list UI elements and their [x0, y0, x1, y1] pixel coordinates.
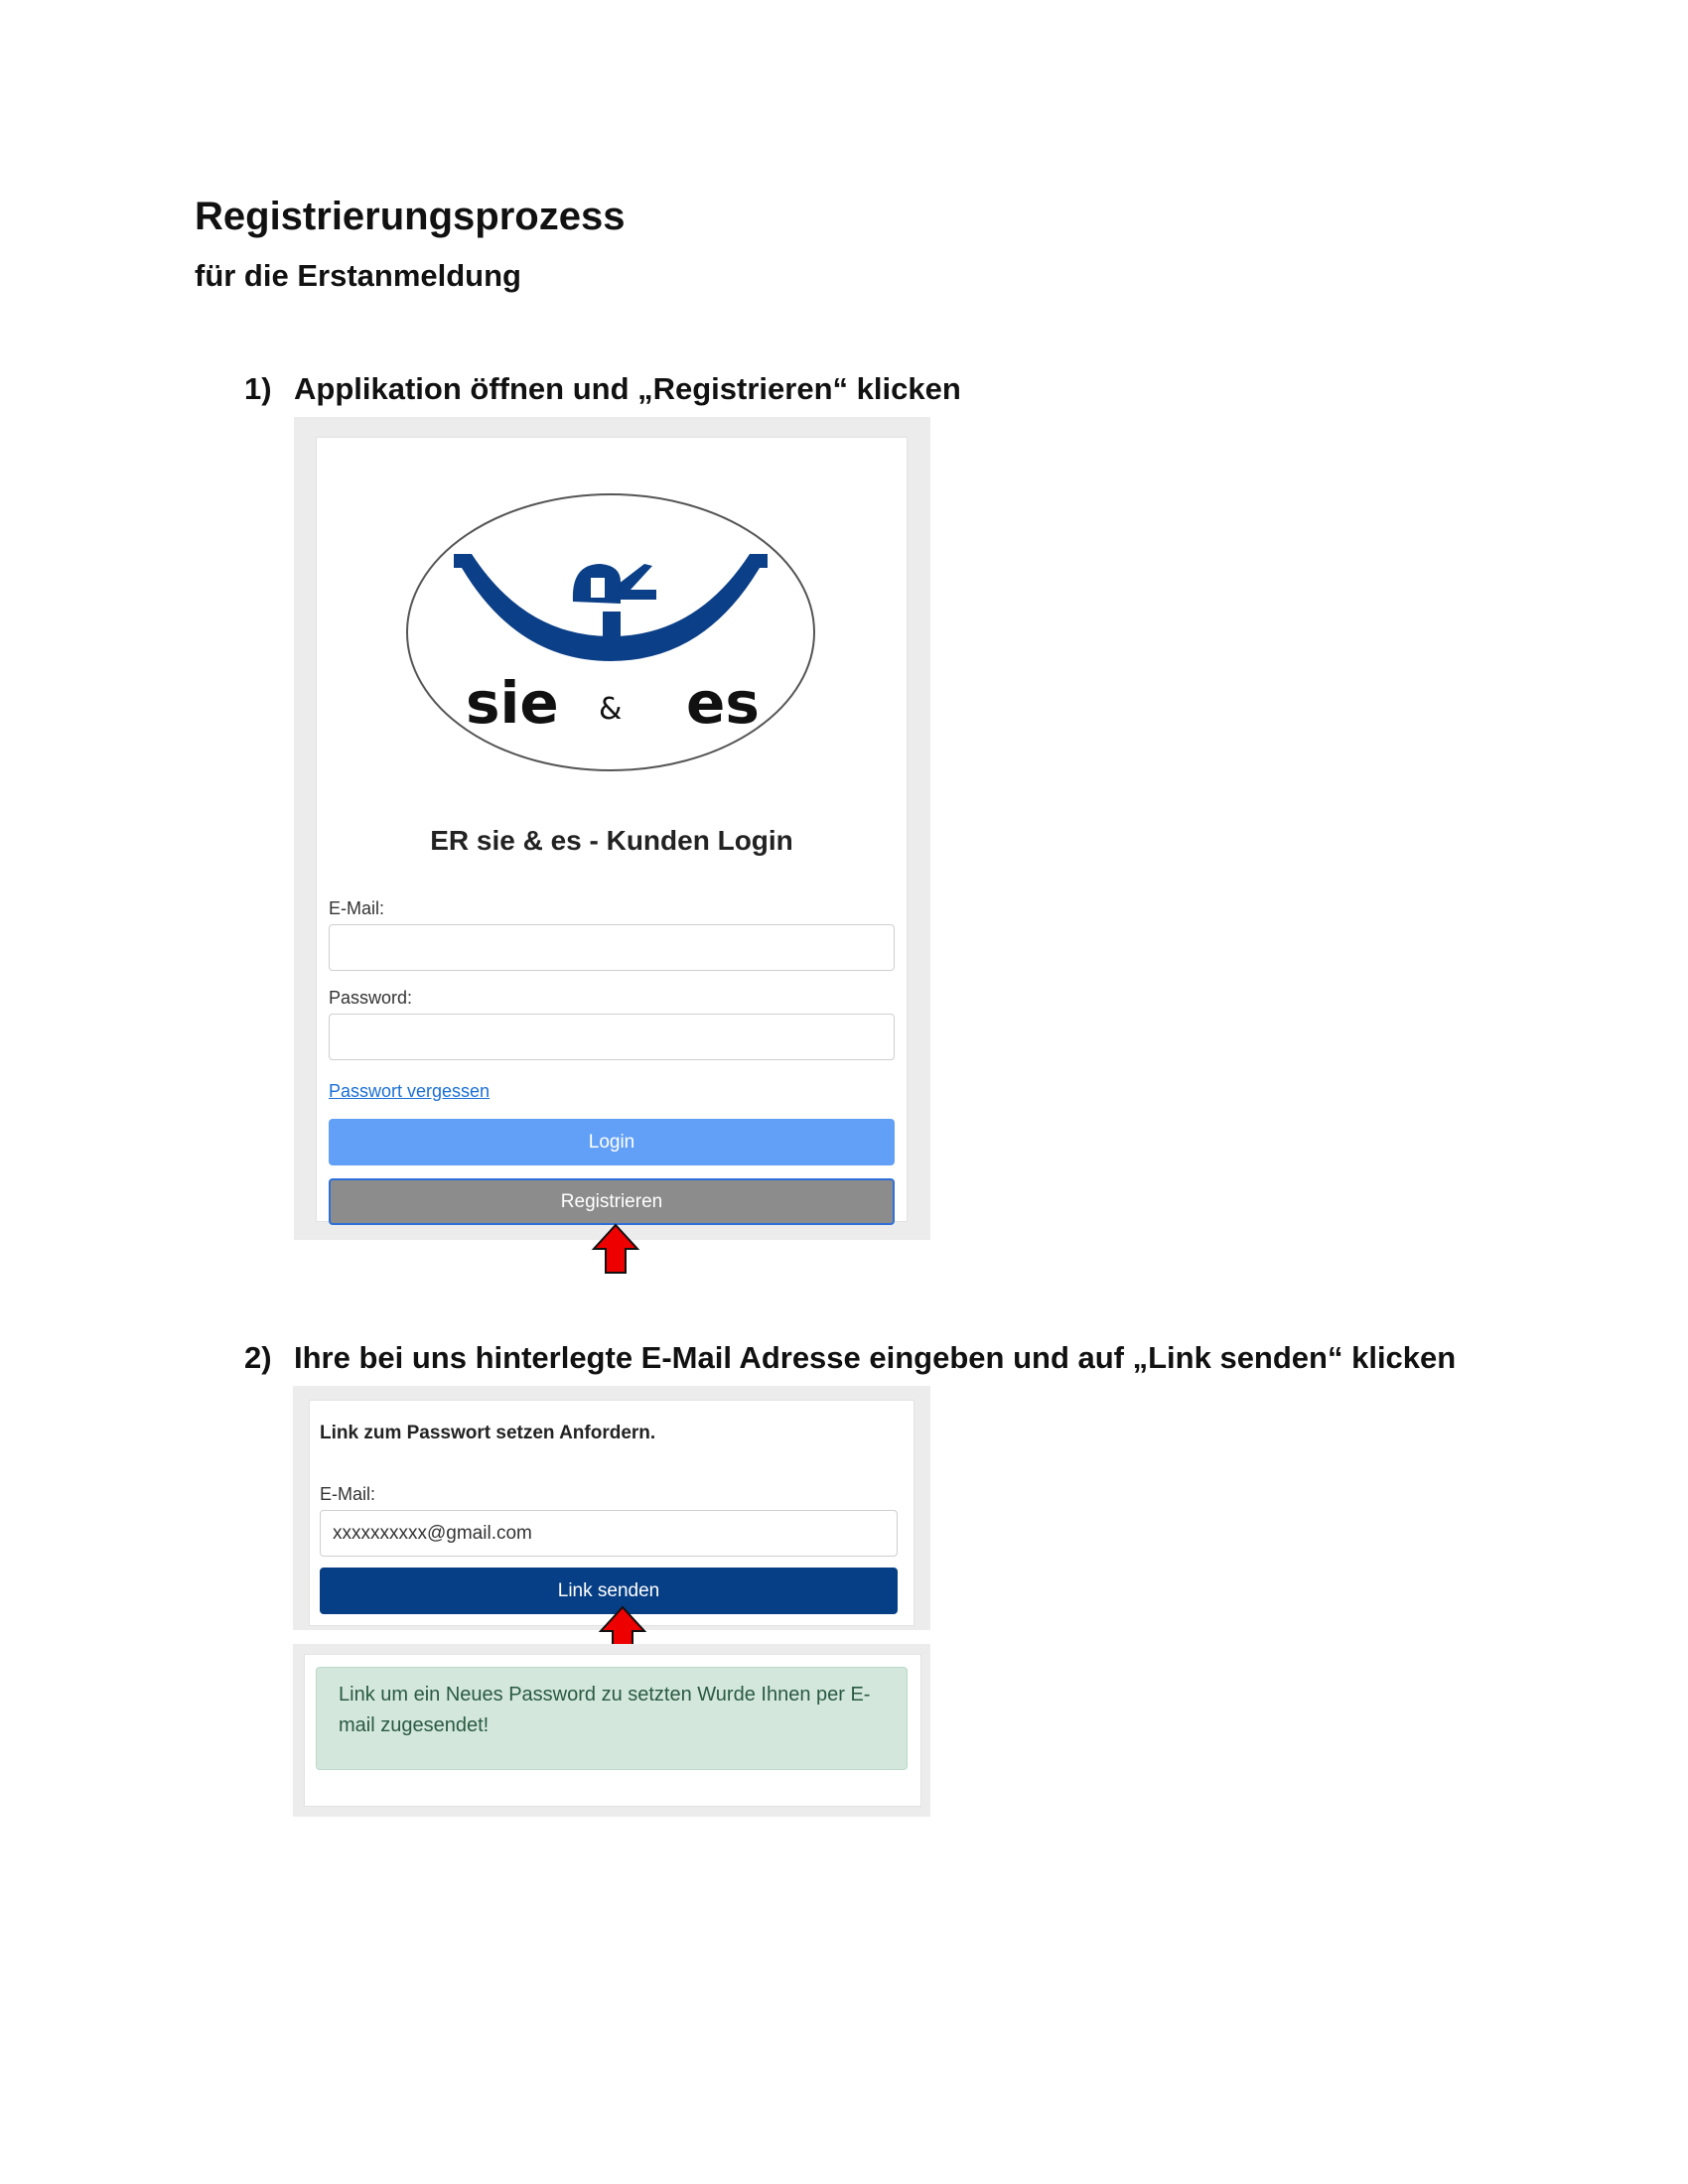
reset-form-title: Link zum Passwort setzen Anfordern. [320, 1423, 656, 1443]
step-2-text: Ihre bei uns hinterlegte E-Mail Adresse eingeben und auf „Link senden“ klicken [294, 1340, 1457, 1375]
reset-email-label: E-Mail: [320, 1484, 376, 1504]
document-title: Registrierungsprozess [195, 195, 626, 238]
confirmation-card [304, 1654, 921, 1807]
password-input[interactable] [329, 1014, 895, 1060]
confirmation-screenshot [293, 1644, 930, 1817]
login-title: ER sie & es - Kunden Login [430, 825, 793, 856]
step-1-text: Applikation öffnen und „Registrieren“ klicken [294, 371, 961, 406]
reset-request-screenshot [293, 1386, 930, 1630]
login-screenshot [294, 417, 930, 1240]
company-logo [406, 492, 815, 772]
reset-email-value: xxxxxxxxxx@gmail.com [333, 1522, 532, 1544]
logo-ampersand: & [599, 692, 623, 727]
step-2-heading [244, 1340, 1456, 1376]
logo-text-sie: sie [466, 669, 559, 737]
email-input[interactable] [329, 924, 895, 971]
reset-email-input[interactable] [320, 1510, 898, 1557]
step-1-heading [244, 371, 961, 407]
reset-request-card [309, 1400, 914, 1626]
email-label: E-Mail: [329, 898, 385, 918]
step-2-number: 2) [244, 1340, 272, 1375]
send-link-button[interactable]: Link senden [320, 1568, 898, 1614]
login-button[interactable]: Login [329, 1119, 895, 1165]
step-1-number: 1) [244, 371, 272, 406]
logo-text-es: es [686, 669, 760, 737]
password-label: Password: [329, 988, 413, 1008]
document-subtitle: für die Erstanmeldung [195, 258, 521, 293]
login-card [316, 437, 908, 1222]
register-button[interactable]: Registrieren [329, 1178, 895, 1225]
success-alert: Link um ein Neues Password zu setzten Wurde Ihnen per E-mail zugesendet! [316, 1667, 908, 1770]
forgot-password-link[interactable]: Passwort vergessen [329, 1081, 491, 1101]
arrow-up-icon [591, 1223, 640, 1275]
